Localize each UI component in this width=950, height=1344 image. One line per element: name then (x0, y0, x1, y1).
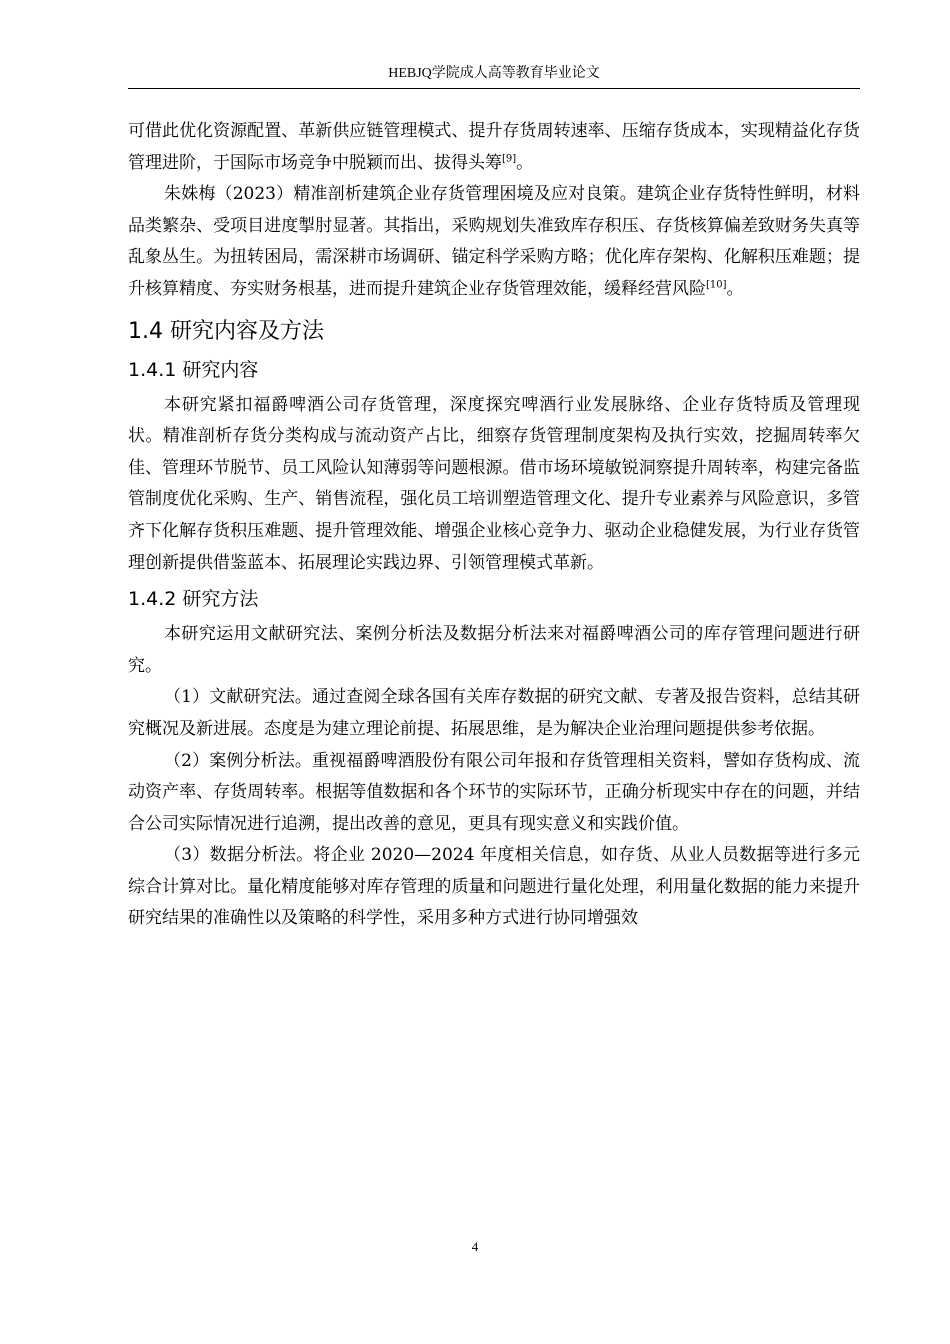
method-paragraph: （1）文献研究法。通过查阅全球各国有关库存数据的研究文献、专著及报告资料，总结其研究概况及新进展。态度是为建立理论前提、拓展思维，是为解决企业治理问题提供参考依据。 (128, 687, 860, 739)
running-header: HEBJQ学院成人高等教育毕业论文 (388, 66, 600, 81)
body-paragraph: 可借此优化资源配置、革新供应链管理模式、提升存货周转速率、压缩存货成本，实现精益化存货管理进阶，于国际市场竞争中脱颖而出、拔得头筹[9]。 (128, 121, 860, 173)
body-paragraph: 本研究运用文献研究法、案例分析法及数据分析法来对福爵啤酒公司的库存管理问题进行研究。 (128, 624, 860, 676)
header-divider (128, 88, 860, 89)
method-paragraph: （3）数据分析法。将企业 2020—2024 年度相关信息，如存货、从业人员数据等进行多元综合计算对比。量化精度能够对库存管理的质量和问题进行量化处理，利用量化数据的能力来提升研究结果的准确性以及策略的科学性，采用多种方式进行协同增强效 (128, 845, 860, 929)
citation-ref: [10] (706, 279, 727, 291)
citation-ref: [9] (502, 152, 517, 164)
subsection-heading: 1.4.2 研究方法 (128, 588, 259, 611)
section-heading: 1.4 研究内容及方法 (128, 318, 324, 344)
body-paragraph: 朱姝梅（2023）精准剖析建筑企业存货管理困境及应对良策。建筑企业存货特性鲜明，材料品类繁杂、受项目进度掣肘显著。其指出，采购规划失准致库存积压、存货核算偏差致财务失真等乱象丛生。为扭转困局，需深耕市场调研、锚定科学采购方略；优化库存架构、化解积压难题；提升核算精度、夯实财务根基，进而提升建筑企业存货管理效能，缓释经营风险[10]。 (128, 184, 860, 299)
page-number: 4 (471, 1239, 479, 1254)
method-paragraph: （2）案例分析法。重视福爵啤酒股份有限公司年报和存货管理相关资料，譬如存货构成、流动资产率、存货周转率。根据等值数据和各个环节的实际环节，正确分析现实中存在的问题，并结合公司实际情况进行追溯，提出改善的意见，更具有现实意义和实践价值。 (128, 750, 860, 834)
subsection-heading: 1.4.1 研究内容 (128, 358, 259, 381)
body-paragraph: 本研究紧扣福爵啤酒公司存货管理，深度探究啤酒行业发展脉络、企业存货特质及管理现状。精准剖析存货分类构成与流动资产占比，细察存货管理制度架构及执行实效，挖掘周转率欠佳、管理环节脱节、员工风险认知薄弱等问题根源。借市场环境敏锐洞察提升周转率，构建完备监管制度优化采购、生产、销售流程，强化员工培训塑造管理文化、提升专业素养与风险意识，多管齐下化解存货积压难题、提升管理效能、增强企业核心竞争力、驱动企业稳健发展，为行业存货管理创新提供借鉴蓝本、拓展理论实践边界、引领管理模式革新。 (128, 394, 860, 573)
page-body (128, 116, 860, 935)
